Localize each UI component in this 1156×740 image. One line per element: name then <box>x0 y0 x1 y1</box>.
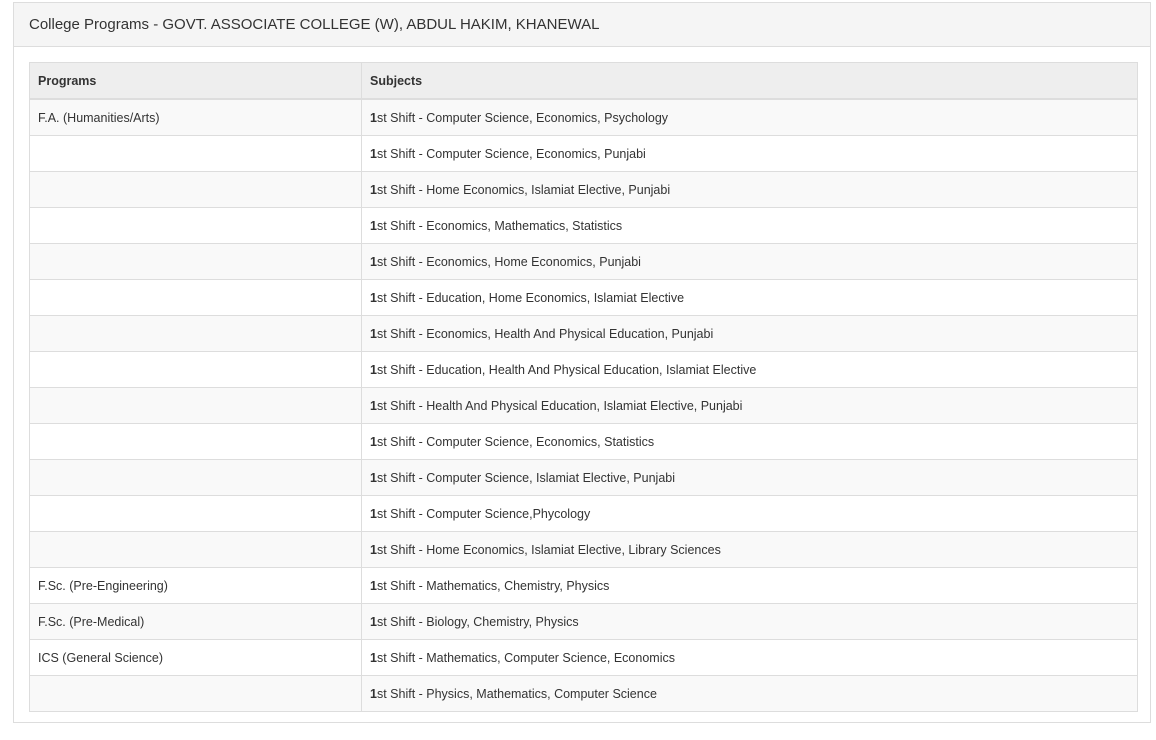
program-cell <box>30 316 362 352</box>
subjects-text: st Shift - Health And Physical Education, Islamiat Elective, Punjabi <box>376 398 743 413</box>
subjects-text: st Shift - Computer Science, Economics, Statistics <box>376 434 655 449</box>
subjects-cell <box>362 316 1138 352</box>
subjects-text: st Shift - Home Economics, Islamiat Elective, Library Sciences <box>376 542 721 557</box>
shift-number: 1 <box>370 254 377 269</box>
subjects-cell <box>362 604 1138 640</box>
table-row <box>30 352 1138 388</box>
subjects-text: st Shift - Computer Science, Islamiat Elective, Punjabi <box>376 470 675 485</box>
table-row <box>30 136 1138 172</box>
subjects-cell <box>362 208 1138 244</box>
panel-title: College Programs - GOVT. ASSOCIATE COLLEGE (W), ABDUL HAKIM, KHANEWAL <box>14 3 1150 47</box>
table-row <box>30 280 1138 316</box>
program-cell <box>30 208 362 244</box>
subjects-text: st Shift - Education, Health And Physical Education, Islamiat Elective <box>376 362 757 377</box>
program-cell <box>30 280 362 316</box>
program-cell <box>30 172 362 208</box>
college-programs-panel <box>13 2 1151 723</box>
shift-number: 1 <box>370 326 377 341</box>
subjects-cell <box>362 280 1138 316</box>
shift-number: 1 <box>370 542 377 557</box>
subjects-cell <box>362 99 1138 136</box>
subjects-text: st Shift - Physics, Mathematics, Computer Science <box>376 686 657 701</box>
header-programs: Programs <box>30 63 362 100</box>
shift-number: 1 <box>370 218 377 233</box>
table-row <box>30 676 1138 712</box>
table-header-row <box>30 63 1138 100</box>
shift-number: 1 <box>370 398 377 413</box>
table-row <box>30 388 1138 424</box>
shift-number: 1 <box>370 110 377 125</box>
subjects-text: st Shift - Mathematics, Computer Science, Economics <box>376 650 675 665</box>
table-row <box>30 424 1138 460</box>
header-subjects: Subjects <box>362 63 1138 100</box>
table-row <box>30 640 1138 676</box>
table-row <box>30 496 1138 532</box>
subjects-text: st Shift - Computer Science,Phycology <box>376 506 591 521</box>
subjects-text: st Shift - Education, Home Economics, Islamiat Elective <box>376 290 685 305</box>
subjects-cell <box>362 136 1138 172</box>
program-cell <box>30 136 362 172</box>
shift-number: 1 <box>370 686 377 701</box>
subjects-text: st Shift - Economics, Home Economics, Punjabi <box>376 254 641 269</box>
panel-body <box>14 47 1150 712</box>
subjects-cell <box>362 676 1138 712</box>
program-cell <box>30 244 362 280</box>
subjects-cell <box>362 388 1138 424</box>
program-cell <box>30 352 362 388</box>
table-row <box>30 244 1138 280</box>
programs-table <box>29 62 1138 712</box>
subjects-text: st Shift - Computer Science, Economics, Psychology <box>376 110 669 125</box>
subjects-cell <box>362 640 1138 676</box>
program-cell: ICS (General Science) <box>30 640 362 676</box>
subjects-text: st Shift - Computer Science, Economics, Punjabi <box>376 146 646 161</box>
table-row <box>30 208 1138 244</box>
table-row <box>30 172 1138 208</box>
subjects-text: st Shift - Mathematics, Chemistry, Physics <box>376 578 610 593</box>
program-cell <box>30 388 362 424</box>
shift-number: 1 <box>370 362 377 377</box>
shift-number: 1 <box>370 290 377 305</box>
shift-number: 1 <box>370 470 377 485</box>
program-cell <box>30 676 362 712</box>
program-cell <box>30 496 362 532</box>
program-cell: F.Sc. (Pre-Medical) <box>30 604 362 640</box>
subjects-cell <box>362 496 1138 532</box>
subjects-text: st Shift - Biology, Chemistry, Physics <box>376 614 579 629</box>
subjects-cell <box>362 532 1138 568</box>
shift-number: 1 <box>370 146 377 161</box>
shift-number: 1 <box>370 650 377 665</box>
program-cell <box>30 532 362 568</box>
table-row <box>30 532 1138 568</box>
subjects-text: st Shift - Economics, Mathematics, Statistics <box>376 218 623 233</box>
subjects-cell <box>362 172 1138 208</box>
program-cell <box>30 460 362 496</box>
subjects-text: st Shift - Economics, Health And Physical Education, Punjabi <box>376 326 714 341</box>
table-row <box>30 99 1138 136</box>
table-row <box>30 604 1138 640</box>
program-cell: F.Sc. (Pre-Engineering) <box>30 568 362 604</box>
program-cell <box>30 424 362 460</box>
subjects-cell <box>362 568 1138 604</box>
shift-number: 1 <box>370 182 377 197</box>
shift-number: 1 <box>370 506 377 521</box>
table-row <box>30 316 1138 352</box>
subjects-text: st Shift - Home Economics, Islamiat Elective, Punjabi <box>376 182 671 197</box>
table-row <box>30 568 1138 604</box>
shift-number: 1 <box>370 434 377 449</box>
subjects-cell <box>362 352 1138 388</box>
subjects-cell <box>362 460 1138 496</box>
shift-number: 1 <box>370 578 377 593</box>
subjects-cell <box>362 424 1138 460</box>
program-cell: F.A. (Humanities/Arts) <box>30 99 362 136</box>
table-row <box>30 460 1138 496</box>
subjects-cell <box>362 244 1138 280</box>
shift-number: 1 <box>370 614 377 629</box>
